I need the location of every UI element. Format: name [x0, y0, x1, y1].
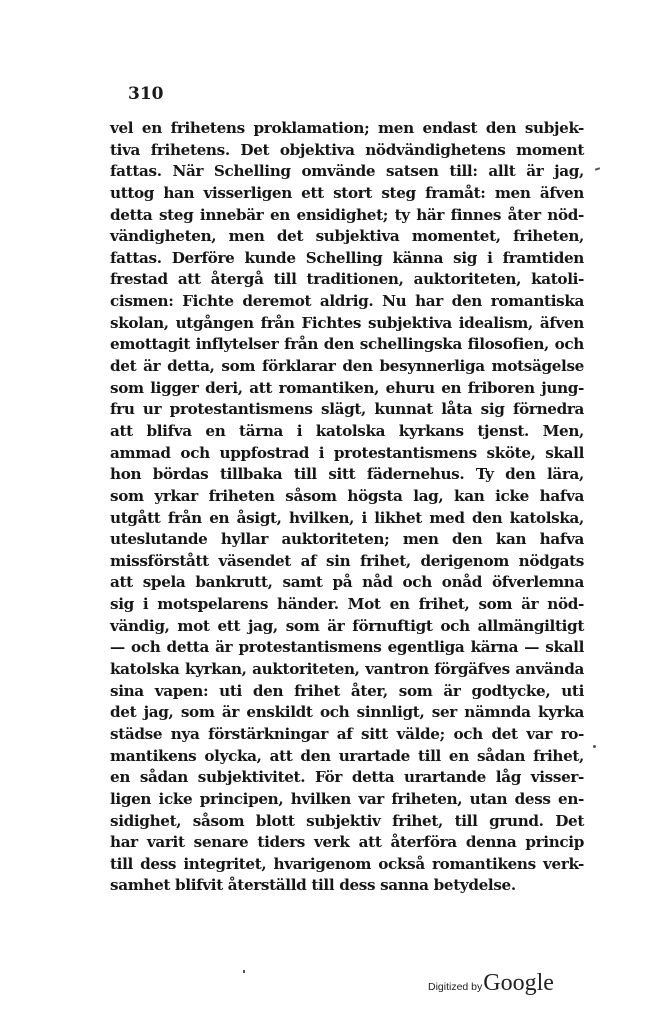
scan-speck: [243, 970, 245, 973]
text-line: sidighet, såsom blott subjektiv frihet, till grund. Det: [110, 811, 584, 830]
text-line: tiva frihetens. Det objektiva nödvändighetens moment: [110, 140, 584, 159]
text-line: att spela bankrutt, samt på nåd och onåd öfverlemna: [110, 573, 584, 592]
text-line: städse nya förstärkningar af sitt välde; och det var ro-: [110, 724, 584, 743]
text-line: emottagit inflytelser från den schellingska filosofien, och: [110, 335, 584, 354]
text-line: skolan, utgången från Fichtes subjektiva idealism, äfven: [110, 313, 584, 332]
text-line: sig i motspelarens händer. Mot en frihet, som är nöd-: [110, 595, 584, 614]
text-line: som yrkar friheten såsom högsta lag, kan icke hafva: [110, 486, 584, 505]
text-line: fru ur protestantismens slägt, kunnat låta sig förnedra: [110, 400, 584, 419]
text-line: det jag, som är enskildt och sinnligt, ser nämnda kyrka: [110, 703, 584, 722]
text-line: mantikens olycka, att den urartade till en sådan frihet,: [110, 746, 584, 765]
text-line: en sådan subjektivitet. För detta urartande låg visser-: [110, 768, 584, 787]
text-line: hon bördas tillbaka till sitt fädernehus. Ty den lära,: [110, 465, 584, 484]
text-line: katolska kyrkan, auktoriteten, vantron förgäfves använda: [110, 660, 584, 679]
text-line: utgått från en åsigt, hvilken, i likhet med den katolska,: [110, 508, 584, 527]
text-line: uteslutande hyllar auktoriteten; men den kan hafva: [110, 530, 584, 549]
text-line: missförstått väsendet af sin frihet, derigenom nödgats: [110, 551, 584, 570]
text-line: detta steg innebär en ensidighet; ty här finnes åter nöd-: [110, 205, 584, 224]
digitized-by-google-watermark: [428, 970, 554, 997]
text-line: till dess integritet, hvarigenom också romantikens verk-: [110, 854, 584, 873]
text-line: har varit senare tiders verk att återföra denna princip: [110, 833, 584, 852]
text-line: fattas. När Schelling omvände satsen till: allt är jag,: [110, 162, 584, 181]
text-line: — och detta är protestantismens egentliga kärna — skall: [110, 638, 584, 657]
text-line: det är detta, som förklarar den besynnerliga motsägelse: [110, 357, 584, 376]
text-line: vel en frihetens proklamation; men endast den subjek-: [110, 119, 584, 137]
text-line: ligen icke principen, hvilken var friheten, utan dess en-: [110, 789, 584, 808]
text-line: sina vapen: uti den frihet åter, som är godtycke, uti: [110, 681, 584, 700]
text-line: att blifva en tärna i katolska kyrkans tjenst. Men,: [110, 421, 584, 440]
google-logo-text: Google: [483, 970, 554, 996]
digitized-by-label: Digitized by: [428, 981, 483, 993]
page-number: 310: [128, 84, 164, 104]
text-line: som ligger deri, att romantiken, ehuru en friboren jung-: [110, 378, 584, 397]
body-text: [110, 118, 584, 897]
scan-speck: [593, 745, 596, 748]
scan-speck: [595, 167, 600, 171]
text-line: uttog han visserligen ett stort steg framåt: men äfven: [110, 183, 584, 202]
text-line: vändigheten, men det subjektiva momentet, friheten,: [110, 227, 584, 246]
text-line: vändig, mot ett jag, som är förnuftigt och allmängiltigt: [110, 616, 584, 635]
text-line: samhet blifvit återställd till dess sanna betydelse.: [110, 876, 516, 895]
text-line: ammad och uppfostrad i protestantismens sköte, skall: [110, 443, 584, 462]
text-line: frestad att återgå till traditionen, auktoriteten, katoli-: [110, 270, 584, 289]
text-line: cismen: Fichte deremot aldrig. Nu har den romantiska: [110, 292, 584, 311]
text-line: fattas. Derföre kunde Schelling känna sig i framtiden: [110, 248, 584, 267]
